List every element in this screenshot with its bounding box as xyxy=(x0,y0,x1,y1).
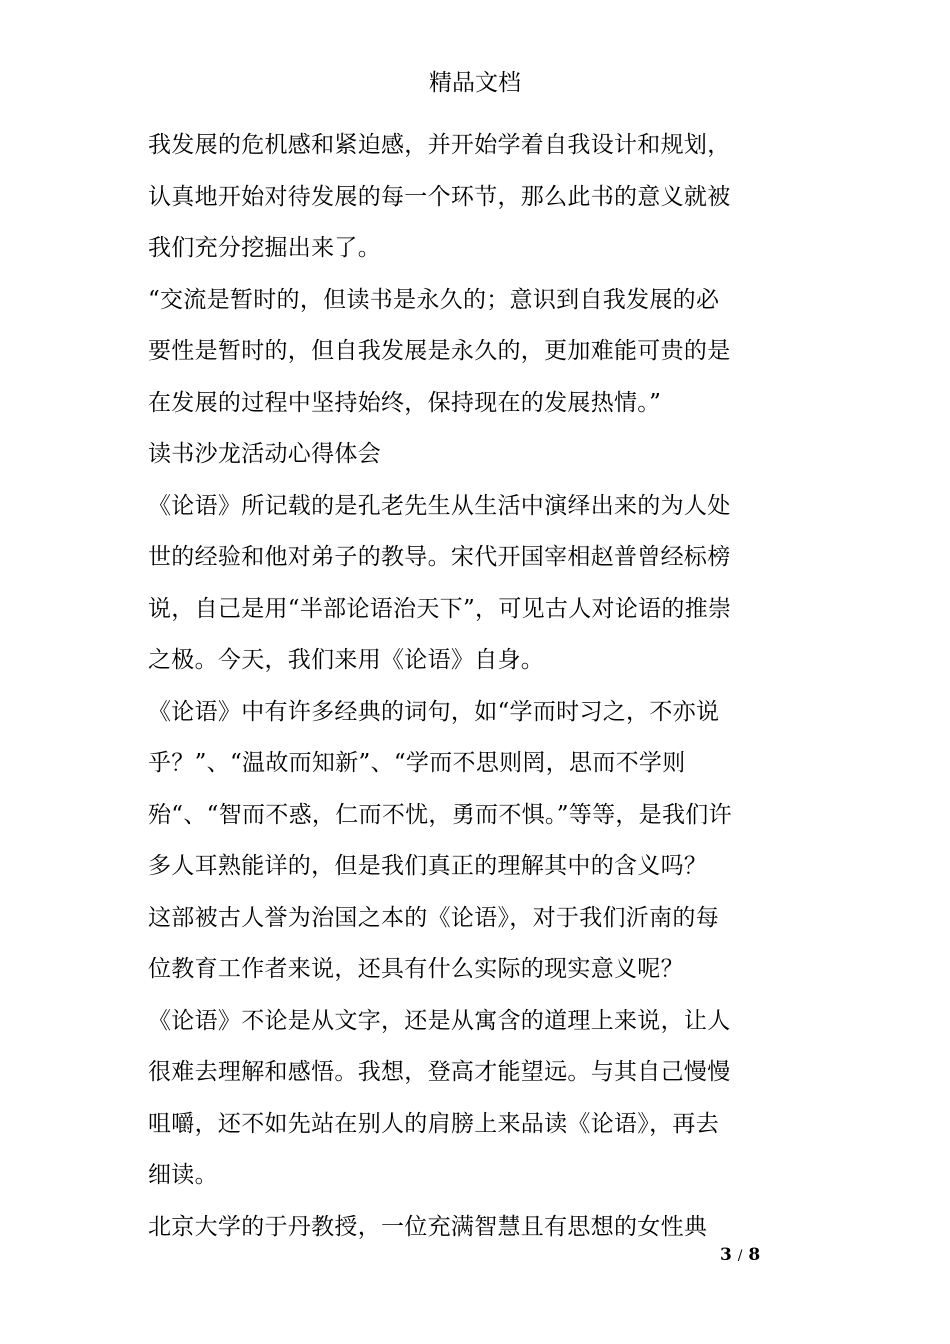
text-line: 乎？”、“温故而知新”、“学而不思则罔，思而不学则 xyxy=(148,750,686,776)
text-line: 说，自己是用“半部论语治天下”，可见古人对论语的推崇 xyxy=(148,595,732,622)
text-line: 细读。 xyxy=(148,1162,218,1188)
text-line: 在发展的过程中坚持始终，保持现在的发展热情。” xyxy=(148,389,662,416)
text-line: 位教育工作者来说，还具有什么实际的现实意义呢？ xyxy=(148,956,684,982)
text-line: 殆“、“智而不惑，仁而不忧，勇而不惧。”等等，是我们许 xyxy=(148,801,732,828)
page-separator: / xyxy=(737,1248,743,1264)
page-header-title: 精品文档 xyxy=(429,70,521,96)
text-line: 很难去理解和感悟。我想，登高才能望远。与其自己慢慢 xyxy=(148,1059,731,1085)
text-line: 之极。今天，我们来用《论语》自身。 xyxy=(148,647,545,673)
text-line: 这部被古人誉为治国之本的《论语》，对于我们沂南的每 xyxy=(148,904,719,931)
page-number xyxy=(720,1244,800,1267)
text-line: 我发展的危机感和紧迫感，并开始学着自我设计和规划， xyxy=(148,132,731,158)
text-line: 认真地开始对待发展的每一个环节，那么此书的意义就被 xyxy=(148,183,731,210)
text-line: 北京大学的于丹教授，一位充满智慧且有思想的女性典 xyxy=(148,1213,708,1240)
text-line: 读书沙龙活动心得体会 xyxy=(148,441,381,467)
text-line: 咀嚼，还不如先站在别人的肩膀上来品读《论语》，再去 xyxy=(148,1110,719,1137)
text-line: 我们充分挖掘出来了。 xyxy=(148,235,381,261)
document-body xyxy=(148,128,808,1261)
total-pages: 8 xyxy=(748,1245,761,1265)
text-line: 要性是暂时的，但自我发展是永久的，更加难能可贵的是 xyxy=(148,338,731,364)
text-line: 《论语》不论是从文字，还是从寓含的道理上来说，让人 xyxy=(148,1007,731,1034)
text-line: 多人耳熟能详的，但是我们真正的理解其中的含义吗？ xyxy=(148,853,708,879)
text-line: “交流是暂时的，但读书是永久的；意识到自我发展的必 xyxy=(148,286,720,313)
text-line: 《论语》中有许多经典的词句，如“学而时习之，不亦说 xyxy=(148,698,720,725)
current-page: 3 xyxy=(720,1245,732,1265)
text-line: 《论语》所记载的是孔老先生从生活中演绎出来的为人处 xyxy=(148,492,731,519)
text-line: 世的经验和他对弟子的教导。宋代开国宰相赵普曾经标榜 xyxy=(148,544,731,570)
